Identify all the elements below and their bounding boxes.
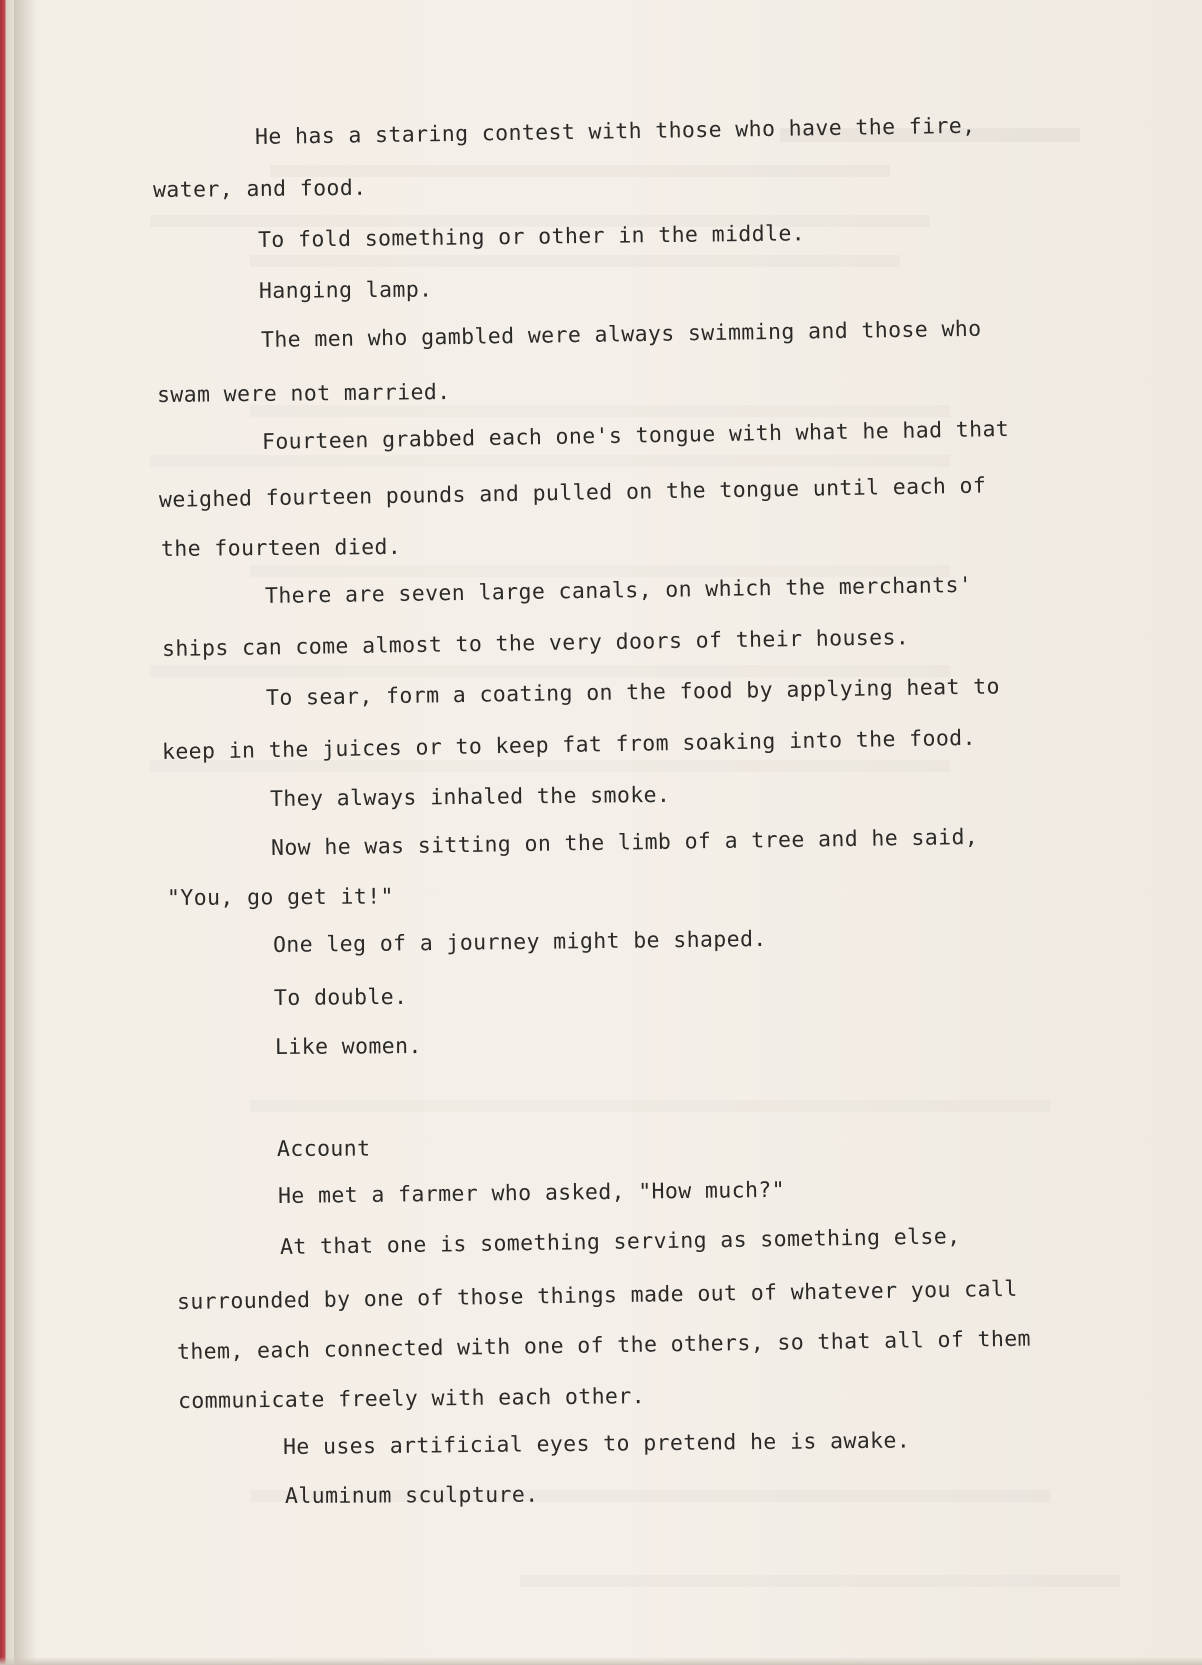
text-line: They always inhaled the smoke. bbox=[269, 782, 671, 812]
text-line: To double. bbox=[273, 984, 408, 1011]
text-line: keep in the juices or to keep fat from soaking into the food. bbox=[161, 725, 977, 765]
text-line: swam were not married. bbox=[156, 379, 451, 408]
text-line: He has a staring contest with those who have the fire, bbox=[254, 113, 976, 150]
text-line: the fourteen died. bbox=[160, 534, 402, 562]
text-line: them, each connected with one of the others, so that all of them bbox=[176, 1326, 1032, 1365]
text-line: He met a farmer who asked, "How much?" bbox=[277, 1177, 786, 1209]
text-line: He uses artificial eyes to pretend he is awake. bbox=[282, 1428, 911, 1460]
text-line: water, and food. bbox=[152, 175, 367, 203]
text-line: Now he was sitting on the limb of a tree and he said, bbox=[270, 824, 979, 861]
text-line: One leg of a journey might be shaped. bbox=[272, 926, 767, 958]
text-line: There are seven large canals, on which the merchants' bbox=[264, 572, 973, 609]
text-line: Like women. bbox=[274, 1033, 422, 1060]
text-line: Hanging lamp. bbox=[258, 277, 433, 304]
page-bottom-edge bbox=[0, 1657, 1202, 1665]
text-line: The men who gambled were always swimming and those who bbox=[260, 316, 982, 353]
text-line: ships can come almost to the very doors of their houses. bbox=[161, 625, 910, 662]
text-line: To sear, form a coating on the food by applying heat to bbox=[265, 674, 1001, 711]
text-line: surrounded by one of those things made out of whatever you call bbox=[176, 1276, 1018, 1315]
text-line: "You, go get it!" bbox=[166, 884, 394, 911]
text-line: To fold something or other in the middle. bbox=[257, 221, 806, 253]
text-line: communicate freely with each other. bbox=[177, 1384, 646, 1414]
text-line: weighed fourteen pounds and pulled on the tongue until each of bbox=[158, 473, 987, 513]
text-line: Fourteen grabbed each one's tongue with what he had that bbox=[261, 416, 1010, 455]
section-heading: Account bbox=[276, 1136, 371, 1162]
text-line: Aluminum sculpture. bbox=[284, 1482, 539, 1509]
text-line: At that one is something serving as something else, bbox=[279, 1224, 961, 1260]
